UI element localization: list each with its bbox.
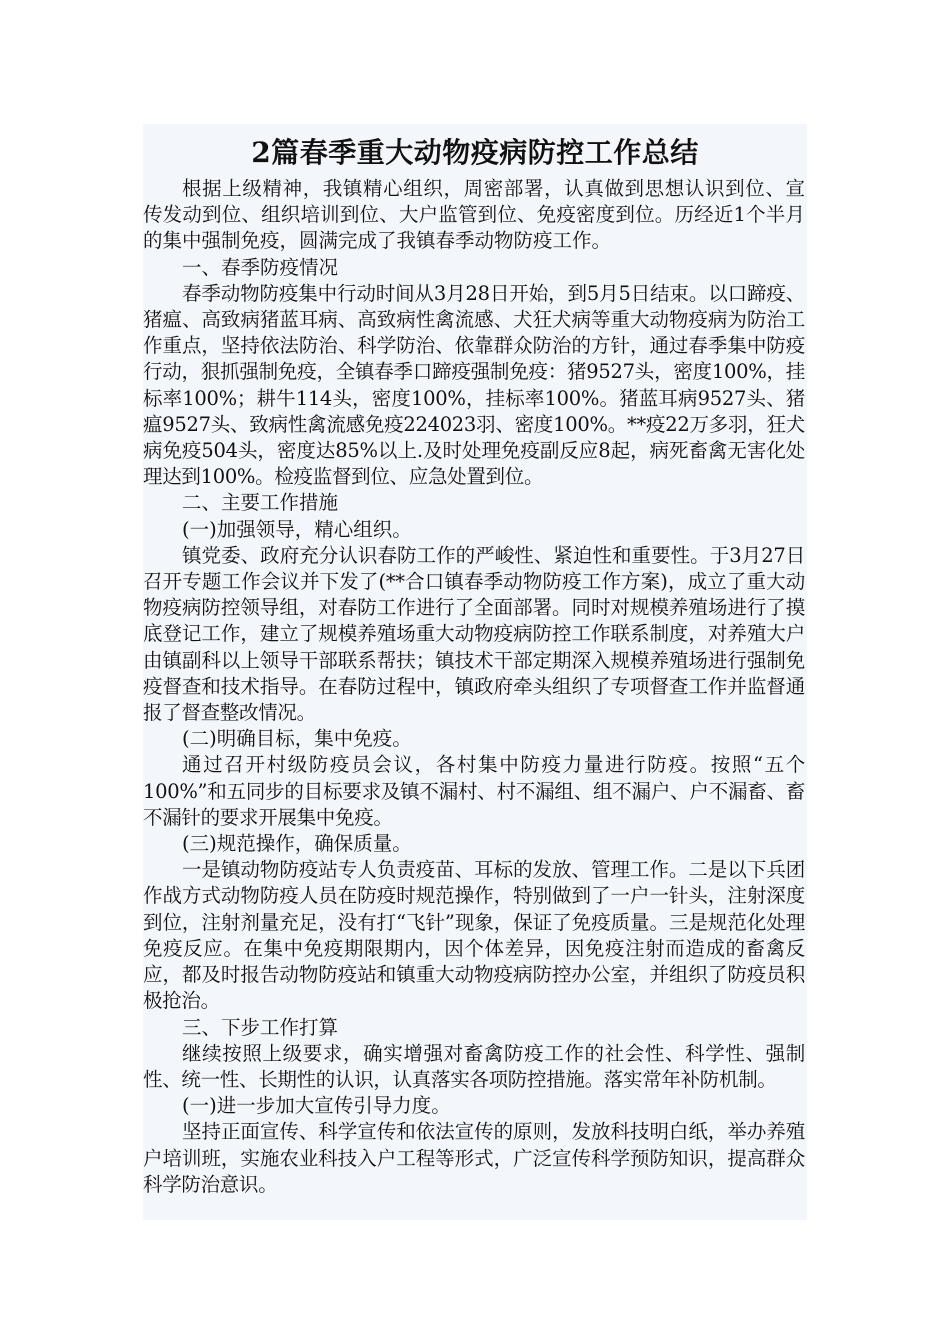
section-heading-3: 三、下步工作打算 (182, 1015, 339, 1039)
publicity-paragraph: 坚持正面宣传、科学宣传和依法宣传的原则，发放科技明白纸，举办养殖户培训班，实施农业科技入户工程等形式，广泛宣传科学预防知识，提高群众科学防治意识。 (143, 1120, 805, 1196)
section-heading-2: 二、主要工作措施 (182, 491, 339, 515)
section-heading-1: 一、春季防疫情况 (182, 255, 339, 279)
subsection-heading-2-3: (三)规范操作，确保质量。 (182, 832, 412, 856)
spring-situation-paragraph: 春季动物防疫集中行动时间从3月28日开始，到5月5日结束。以口蹄疫、猪瘟、高致病猪蓝耳病、高致病性禽流感、犬狂犬病等重大动物疫病为防治工作重点，坚持依法防治、科学防治、依靠群众防治的方针，通过春季集中防疫行动，狠抓强制免疫，全镇春季口蹄疫强制免疫：猪9527头，密度100%，挂标率100%；耕牛114头，密度100%，挂标率100%。猪蓝耳病9527头、猪瘟9527头、致病性禽流感免疫224023羽、密度100%。**疫22万多羽，狂犬病免疫504头，密度达85%以上.及时处理免疫副反应8起，病死畜禽无害化处理达到100%。检疫监督到位、应急处置到位。 (143, 281, 805, 489)
next-step-paragraph: 继续按照上级要求，确实增强对畜禽防疫工作的社会性、科学性、强制性、统一性、长期性的认识，认真落实各项防控措施。落实常年补防机制。 (143, 1041, 805, 1091)
intro-paragraph: 根据上级精神，我镇精心组织，周密部署，认真做到思想认识到位、宣传发动到位、组织培训到位、大户监管到位、免疫密度到位。历经近1个半月的集中强制免疫，圆满完成了我镇春季动物防疫工作。 (143, 177, 805, 253)
target-paragraph: 通过召开村级防疫员会议，各村集中防疫力量进行防疫。按照“五个100%”和五同步的目标要求及镇不漏村、村不漏组、组不漏户、户不漏畜、畜不漏针的要求开展集中免疫。 (143, 753, 805, 829)
document-title: 2篇春季重大动物疫病防控工作总结 (251, 136, 699, 169)
document-page (143, 124, 807, 1220)
subsection-heading-2-2: (二)明确目标，集中免疫。 (182, 727, 412, 751)
operation-paragraph: 一是镇动物防疫站专人负责疫苗、耳标的发放、管理工作。二是以下兵团作战方式动物防疫人员在防疫时规范操作，特别做到了一户一针头，注射深度到位，注射剂量充足，没有打“飞针”现象，保证了免疫质量。三是规范化处理免疫反应。在集中免疫期限期内，因个体差异，因免疫注射而造成的畜禽反应，都及时报告动物防疫站和镇重大动物疫病防控办公室，并组织了防疫员积极抢治。 (143, 858, 805, 1013)
subsection-heading-3-1: (一)进一步加大宣传引导力度。 (182, 1094, 451, 1118)
subsection-heading-2-1: (一)加强领导，精心组织。 (182, 517, 412, 541)
leadership-paragraph: 镇党委、政府充分认识春防工作的严峻性、紧迫性和重要性。于3月27日召开专题工作会议并下发了(**合口镇春季动物防疫工作方案)，成立了重大动物疫病防控领导组，对春防工作进行了全面部署。同时对规模养殖场进行了摸底登记工作，建立了规模养殖场重大动物疫病防控工作联系制度，对养殖大户由镇副科以上领导干部联系帮扶；镇技术干部定期深入规模养殖场进行强制免疫督查和技术指导。在春防过程中，镇政府牵头组织了专项督查工作并监督通报了督查整改情况。 (143, 543, 805, 725)
